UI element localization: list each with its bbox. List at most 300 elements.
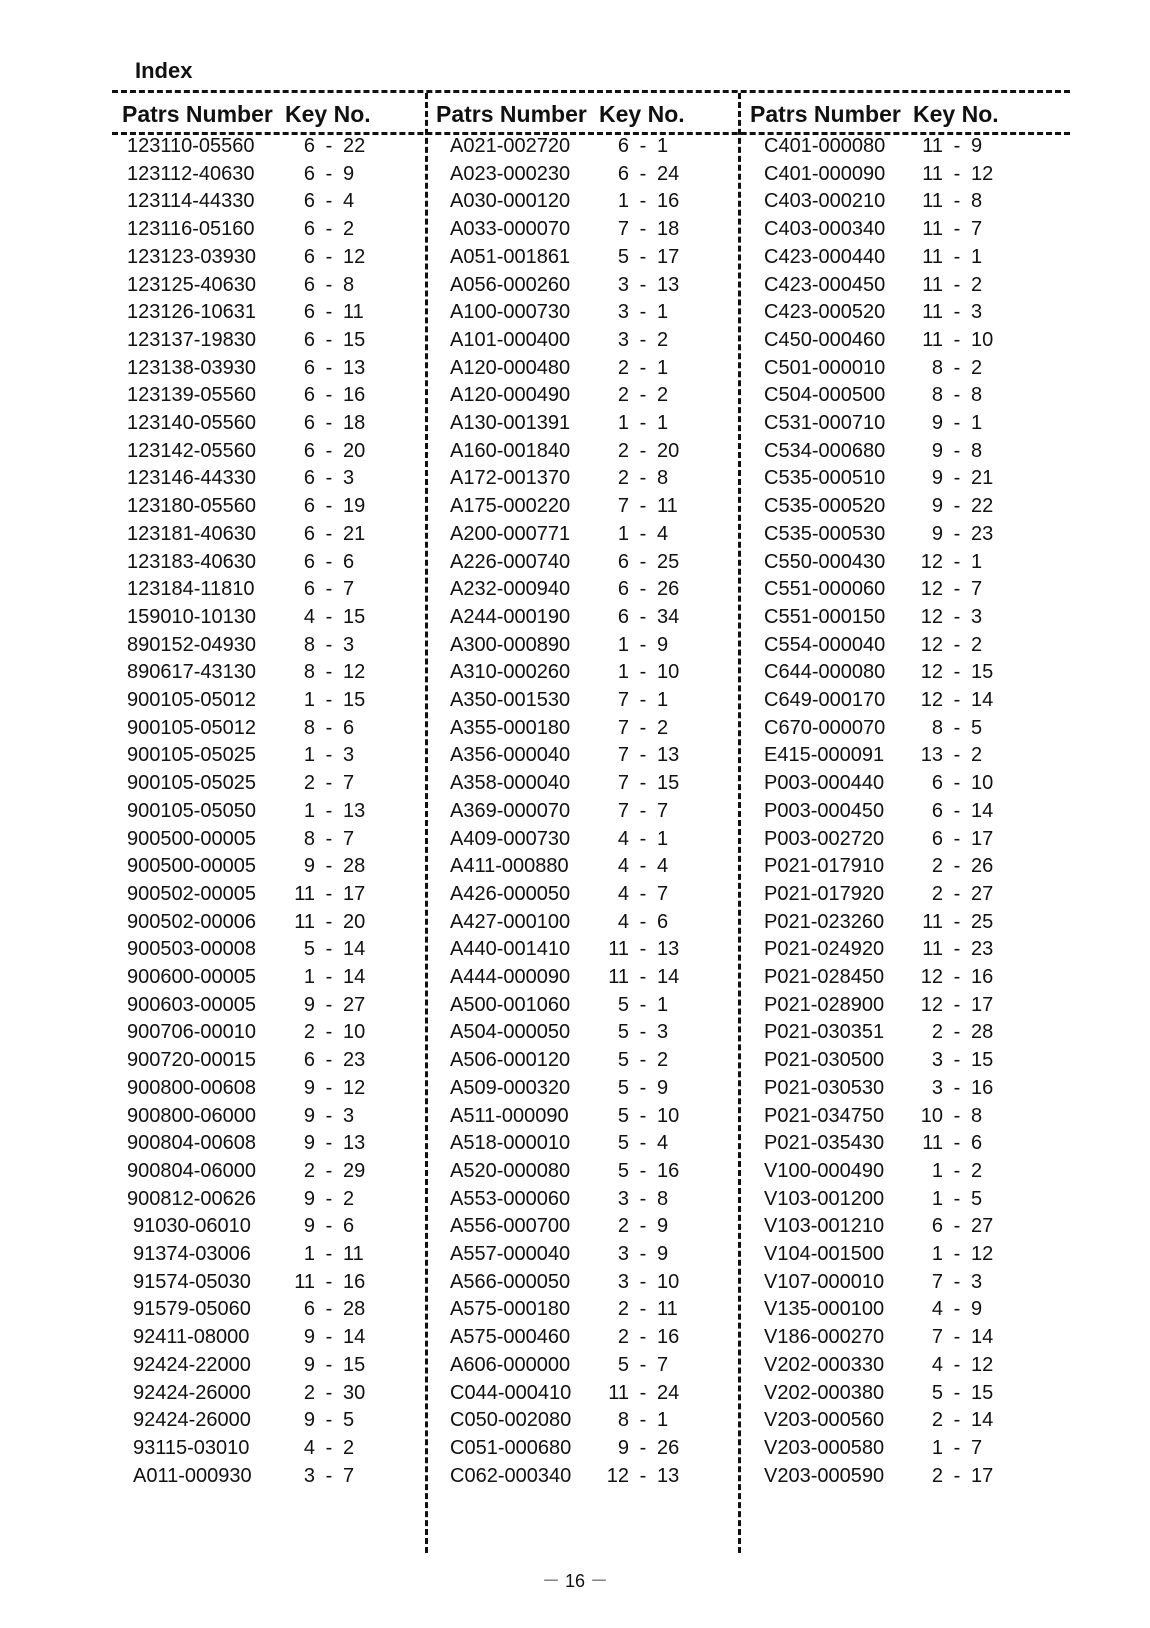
key-page: 10 xyxy=(920,1104,943,1127)
key-separator: - xyxy=(639,1132,647,1155)
part-number: C051-000680 xyxy=(450,1436,572,1459)
key-number xyxy=(913,883,1001,906)
part-number: 91374-03006 xyxy=(133,1243,251,1265)
key-item: 27 xyxy=(343,993,366,1016)
key-number xyxy=(913,1326,1001,1349)
key-item: 1 xyxy=(971,245,983,268)
key-separator: - xyxy=(639,1021,647,1044)
key-separator: - xyxy=(639,356,647,379)
key-page: 1 xyxy=(617,633,629,656)
key-number xyxy=(285,1215,373,1238)
key-item: 16 xyxy=(343,1270,366,1293)
key-separator: - xyxy=(953,522,961,545)
key-number xyxy=(285,135,373,158)
key-page: 9 xyxy=(931,439,943,462)
key-item: 12 xyxy=(971,1353,994,1376)
key-separator: - xyxy=(953,467,961,490)
part-number: 123112-40630 xyxy=(127,162,255,185)
key-item: 9 xyxy=(657,1243,669,1265)
key-number xyxy=(285,301,373,324)
key-page: 1 xyxy=(617,412,629,434)
key-item: 14 xyxy=(343,1326,366,1349)
key-page: 11 xyxy=(922,218,943,241)
key-item: 6 xyxy=(343,1215,355,1238)
part-number: 900502-00005 xyxy=(127,882,257,905)
key-page: 2 xyxy=(617,356,629,379)
part-number: P021-030351 xyxy=(764,1021,885,1044)
part-number: V103-001200 xyxy=(764,1187,885,1210)
key-number xyxy=(599,661,687,684)
key-page: 12 xyxy=(920,605,943,628)
key-page: 2 xyxy=(617,1298,629,1321)
key-separator: - xyxy=(325,1215,333,1238)
key-separator: - xyxy=(953,550,961,573)
key-page: 8 xyxy=(931,356,943,379)
key-page: 4 xyxy=(931,1298,943,1321)
part-number: P003-002720 xyxy=(764,827,885,850)
key-item: 12 xyxy=(343,1076,366,1099)
key-page: 1 xyxy=(931,1187,943,1210)
key-item: 9 xyxy=(657,633,669,656)
key-number xyxy=(599,551,687,574)
key-number xyxy=(599,1021,687,1044)
key-item: 16 xyxy=(657,190,680,213)
key-number xyxy=(285,689,373,712)
key-number xyxy=(913,523,1001,546)
key-item: 7 xyxy=(971,578,983,601)
key-no-header: Key No. xyxy=(285,101,371,127)
key-separator: - xyxy=(953,966,961,988)
key-item: 3 xyxy=(343,633,355,656)
key-separator: - xyxy=(639,1076,647,1099)
key-item: 15 xyxy=(971,661,994,684)
part-number: 900603-00005 xyxy=(127,993,257,1016)
key-item: 4 xyxy=(657,855,669,878)
key-item: 5 xyxy=(971,1187,983,1210)
key-number xyxy=(285,551,373,574)
key-number xyxy=(285,495,373,518)
part-number: C535-000510 xyxy=(764,467,886,490)
key-separator: - xyxy=(325,661,333,684)
key-number xyxy=(599,883,687,906)
key-page: 1 xyxy=(931,1243,943,1265)
key-separator: - xyxy=(325,827,333,850)
key-item: 9 xyxy=(971,135,983,157)
key-separator: - xyxy=(639,1270,647,1293)
key-number xyxy=(599,329,687,352)
part-number: C554-000040 xyxy=(764,633,886,656)
key-item: 25 xyxy=(657,550,680,573)
key-number xyxy=(913,301,1001,324)
key-page: 4 xyxy=(931,1353,943,1376)
key-number xyxy=(285,329,373,352)
part-number: 890152-04930 xyxy=(127,633,257,656)
key-page: 8 xyxy=(617,1409,629,1432)
part-number: C551-000150 xyxy=(764,605,886,628)
key-number xyxy=(599,1298,687,1321)
key-number xyxy=(599,772,687,795)
key-page: 9 xyxy=(303,1326,315,1349)
key-page: 6 xyxy=(617,135,629,157)
part-number: A300-000890 xyxy=(450,633,571,656)
part-number: V203-000560 xyxy=(764,1409,885,1432)
part-number: P021-030500 xyxy=(764,1049,885,1072)
key-number xyxy=(913,661,1001,684)
key-page: 11 xyxy=(608,938,629,961)
part-number: A504-000050 xyxy=(450,1021,571,1044)
key-item: 2 xyxy=(971,744,983,767)
part-number: C550-000430 xyxy=(764,550,886,573)
part-number: A100-000730 xyxy=(450,301,571,324)
key-number xyxy=(285,938,373,961)
key-item: 20 xyxy=(343,910,366,933)
key-separator: - xyxy=(953,1215,961,1238)
key-item: 11 xyxy=(343,301,364,324)
key-page: 6 xyxy=(303,135,315,157)
key-page: 2 xyxy=(303,1159,315,1182)
key-page: 1 xyxy=(303,689,315,711)
key-item: 13 xyxy=(657,744,680,767)
key-number xyxy=(285,883,373,906)
key-item: 2 xyxy=(657,328,669,351)
key-number xyxy=(285,661,373,684)
key-item: 3 xyxy=(657,1021,669,1044)
part-number: A033-000070 xyxy=(450,218,571,241)
part-number: 123146-44330 xyxy=(127,467,257,490)
key-page: 11 xyxy=(922,135,943,157)
key-item: 8 xyxy=(343,273,355,296)
part-number: 123142-05560 xyxy=(127,439,257,462)
key-number xyxy=(913,1382,1001,1405)
key-number xyxy=(285,1243,373,1266)
key-number xyxy=(599,1077,687,1100)
key-separator: - xyxy=(639,1436,647,1459)
key-page: 5 xyxy=(617,993,629,1016)
part-number: A120-000490 xyxy=(450,384,571,407)
key-item: 12 xyxy=(343,245,366,268)
key-page: 9 xyxy=(931,412,943,434)
key-number xyxy=(285,1437,373,1460)
key-item: 16 xyxy=(657,1326,680,1349)
part-number: V100-000490 xyxy=(764,1159,885,1182)
key-item: 24 xyxy=(657,1381,680,1404)
key-page: 2 xyxy=(931,882,943,905)
key-number xyxy=(285,1298,373,1321)
key-separator: - xyxy=(953,384,961,407)
key-page: 1 xyxy=(303,744,315,767)
part-number: 93115-03010 xyxy=(133,1436,250,1459)
part-number: A356-000040 xyxy=(450,744,571,767)
part-number: C401-000090 xyxy=(764,162,886,185)
part-number: V202-000330 xyxy=(764,1353,885,1376)
part-number: A355-000180 xyxy=(450,716,571,739)
key-number xyxy=(285,1382,373,1405)
key-number xyxy=(913,1188,1001,1211)
key-separator: - xyxy=(639,412,647,434)
key-item: 2 xyxy=(971,1159,983,1182)
part-number: A556-000700 xyxy=(450,1215,571,1238)
key-item: 7 xyxy=(657,799,669,822)
part-number: A030-000120 xyxy=(450,190,571,213)
key-number xyxy=(913,634,1001,657)
part-number-header: Patrs Number xyxy=(750,101,901,127)
key-item: 6 xyxy=(343,550,355,573)
key-separator: - xyxy=(953,993,961,1016)
key-number xyxy=(285,467,373,490)
key-number xyxy=(285,966,373,989)
key-page: 11 xyxy=(922,301,943,324)
part-number: A557-000040 xyxy=(450,1243,571,1265)
key-page: 6 xyxy=(303,273,315,296)
key-separator: - xyxy=(953,910,961,933)
key-item: 13 xyxy=(343,1132,366,1155)
part-number: P021-017910 xyxy=(764,855,885,878)
key-separator: - xyxy=(639,245,647,268)
key-separator: - xyxy=(639,661,647,684)
key-number xyxy=(599,1326,687,1349)
key-page: 2 xyxy=(303,1021,315,1044)
key-number xyxy=(599,911,687,934)
key-number xyxy=(285,384,373,407)
key-item: 13 xyxy=(657,1464,680,1487)
key-number xyxy=(599,1271,687,1294)
key-separator: - xyxy=(639,855,647,878)
key-item: 6 xyxy=(657,910,669,933)
key-number xyxy=(599,1409,687,1432)
part-number: C501-000010 xyxy=(764,356,886,379)
key-separator: - xyxy=(953,772,961,795)
key-item: 15 xyxy=(343,605,366,628)
part-number: C450-000460 xyxy=(764,328,886,351)
key-number xyxy=(913,384,1001,407)
key-item: 26 xyxy=(657,578,680,601)
part-number: 159010-10130 xyxy=(127,605,257,628)
key-item: 7 xyxy=(343,1464,355,1487)
key-item: 10 xyxy=(343,1021,366,1044)
key-number xyxy=(285,1409,373,1432)
part-number: C403-000340 xyxy=(764,218,886,241)
part-number: V203-000590 xyxy=(764,1464,885,1487)
key-separator: - xyxy=(953,882,961,905)
part-number: C050-002080 xyxy=(450,1409,572,1432)
key-number xyxy=(599,938,687,961)
key-page: 6 xyxy=(303,356,315,379)
key-separator: - xyxy=(325,578,333,601)
key-separator: - xyxy=(639,1326,647,1349)
key-number xyxy=(913,495,1001,518)
key-number xyxy=(285,1326,373,1349)
key-item: 10 xyxy=(657,1104,680,1127)
key-item: 13 xyxy=(657,273,680,296)
key-page: 5 xyxy=(617,1353,629,1376)
key-number xyxy=(599,689,687,712)
key-item: 28 xyxy=(971,1021,994,1044)
key-number xyxy=(913,1409,1001,1432)
part-number: 92424-26000 xyxy=(133,1409,251,1432)
part-number: 123184-11810 xyxy=(127,578,255,601)
key-page: 5 xyxy=(617,1076,629,1099)
key-separator: - xyxy=(953,1326,961,1349)
key-item: 12 xyxy=(971,162,994,185)
key-item: 14 xyxy=(971,1326,994,1349)
key-page: 6 xyxy=(303,301,315,324)
part-number: 92424-26000 xyxy=(133,1381,251,1404)
key-page: 2 xyxy=(617,1326,629,1349)
key-item: 17 xyxy=(343,882,366,905)
key-page: 1 xyxy=(303,799,315,822)
key-number xyxy=(913,938,1001,961)
key-separator: - xyxy=(325,328,333,351)
key-separator: - xyxy=(325,1104,333,1127)
part-number: 900500-00005 xyxy=(127,855,257,878)
part-number: A358-000040 xyxy=(450,772,571,795)
key-item: 2 xyxy=(971,273,983,296)
key-number xyxy=(599,163,687,186)
key-page: 11 xyxy=(922,190,943,213)
key-item: 8 xyxy=(971,190,983,213)
key-page: 5 xyxy=(303,938,315,961)
key-item: 2 xyxy=(657,1049,669,1072)
key-number xyxy=(913,1465,1001,1488)
key-separator: - xyxy=(325,1187,333,1210)
key-page: 9 xyxy=(303,1215,315,1238)
column-divider-1 xyxy=(425,93,428,1553)
key-separator: - xyxy=(325,716,333,739)
key-number xyxy=(599,994,687,1017)
key-item: 8 xyxy=(657,467,669,490)
key-item: 2 xyxy=(657,384,669,407)
part-number-header: Patrs Number xyxy=(436,101,587,127)
key-page: 12 xyxy=(920,550,943,573)
key-no-header: Key No. xyxy=(913,101,999,127)
part-number: A575-000460 xyxy=(450,1326,571,1349)
key-number xyxy=(913,1437,1001,1460)
key-page: 4 xyxy=(617,910,629,933)
key-page: 6 xyxy=(617,605,629,628)
key-item: 28 xyxy=(343,1298,366,1321)
part-number: 900503-00008 xyxy=(127,938,257,961)
part-number: C535-000520 xyxy=(764,495,886,518)
key-number xyxy=(285,357,373,380)
key-item: 7 xyxy=(657,882,669,905)
key-number xyxy=(599,495,687,518)
key-page: 9 xyxy=(303,1104,315,1127)
key-page: 11 xyxy=(922,910,943,933)
key-separator: - xyxy=(953,190,961,213)
key-separator: - xyxy=(325,162,333,185)
part-number: 92424-22000 xyxy=(133,1353,251,1376)
part-number: A101-000400 xyxy=(450,328,571,351)
part-number: A350-001530 xyxy=(450,689,571,711)
part-number-header: Patrs Number xyxy=(122,101,273,127)
key-separator: - xyxy=(325,1464,333,1487)
key-separator: - xyxy=(325,1132,333,1155)
key-page: 4 xyxy=(617,882,629,905)
key-separator: - xyxy=(325,218,333,241)
key-item: 10 xyxy=(971,328,994,351)
key-separator: - xyxy=(639,495,647,518)
key-page: 12 xyxy=(920,966,943,988)
part-number: 123140-05560 xyxy=(127,412,257,434)
key-page: 1 xyxy=(617,522,629,545)
key-separator: - xyxy=(953,1353,961,1376)
part-number: C644-000080 xyxy=(764,661,886,684)
key-page: 9 xyxy=(931,467,943,490)
key-number xyxy=(913,717,1001,740)
key-separator: - xyxy=(639,716,647,739)
key-page: 1 xyxy=(617,661,629,684)
part-number: A226-000740 xyxy=(450,550,571,573)
key-page: 2 xyxy=(931,1409,943,1432)
key-separator: - xyxy=(325,1353,333,1376)
key-page: 1 xyxy=(617,190,629,213)
key-item: 2 xyxy=(971,633,983,656)
part-number: 900105-05012 xyxy=(127,716,257,739)
key-page: 11 xyxy=(922,1132,943,1155)
key-number xyxy=(913,744,1001,767)
key-separator: - xyxy=(953,162,961,185)
key-number xyxy=(913,1271,1001,1294)
part-number: 123114-44330 xyxy=(127,190,255,213)
part-number: C534-000680 xyxy=(764,439,886,462)
key-page: 8 xyxy=(303,633,315,656)
key-item: 21 xyxy=(971,467,994,490)
key-page: 13 xyxy=(920,744,943,767)
key-item: 7 xyxy=(343,772,355,795)
key-page: 7 xyxy=(617,218,629,241)
key-separator: - xyxy=(953,827,961,850)
key-page: 11 xyxy=(922,245,943,268)
key-page: 6 xyxy=(617,550,629,573)
key-item: 14 xyxy=(971,1409,994,1432)
part-number: C401-000080 xyxy=(764,135,886,157)
key-item: 20 xyxy=(343,439,366,462)
key-item: 6 xyxy=(971,1132,983,1155)
key-item: 2 xyxy=(657,716,669,739)
key-item: 3 xyxy=(971,1270,983,1293)
key-item: 22 xyxy=(343,135,366,157)
key-number xyxy=(285,440,373,463)
part-number: A244-000190 xyxy=(450,605,571,628)
key-item: 13 xyxy=(343,799,366,822)
part-number: A120-000480 xyxy=(450,356,571,379)
key-item: 28 xyxy=(343,855,366,878)
key-separator: - xyxy=(953,1049,961,1072)
key-page: 9 xyxy=(303,1353,315,1376)
key-separator: - xyxy=(953,439,961,462)
part-number: 900720-00015 xyxy=(127,1049,257,1072)
key-separator: - xyxy=(639,162,647,185)
key-item: 15 xyxy=(971,1381,994,1404)
key-item: 16 xyxy=(971,966,994,988)
key-separator: - xyxy=(639,273,647,296)
key-item: 1 xyxy=(657,689,669,711)
key-item: 4 xyxy=(657,1132,669,1155)
key-number xyxy=(913,163,1001,186)
key-number xyxy=(599,1049,687,1072)
key-page: 7 xyxy=(617,716,629,739)
key-number xyxy=(285,246,373,269)
part-number: A409-000730 xyxy=(450,827,571,850)
key-number xyxy=(913,1132,1001,1155)
key-number xyxy=(285,606,373,629)
key-item: 7 xyxy=(343,578,355,601)
key-page: 12 xyxy=(920,993,943,1016)
key-item: 17 xyxy=(971,1464,994,1487)
key-separator: - xyxy=(639,605,647,628)
part-number: A440-001410 xyxy=(450,938,571,961)
part-number: 123137-19830 xyxy=(127,328,257,351)
